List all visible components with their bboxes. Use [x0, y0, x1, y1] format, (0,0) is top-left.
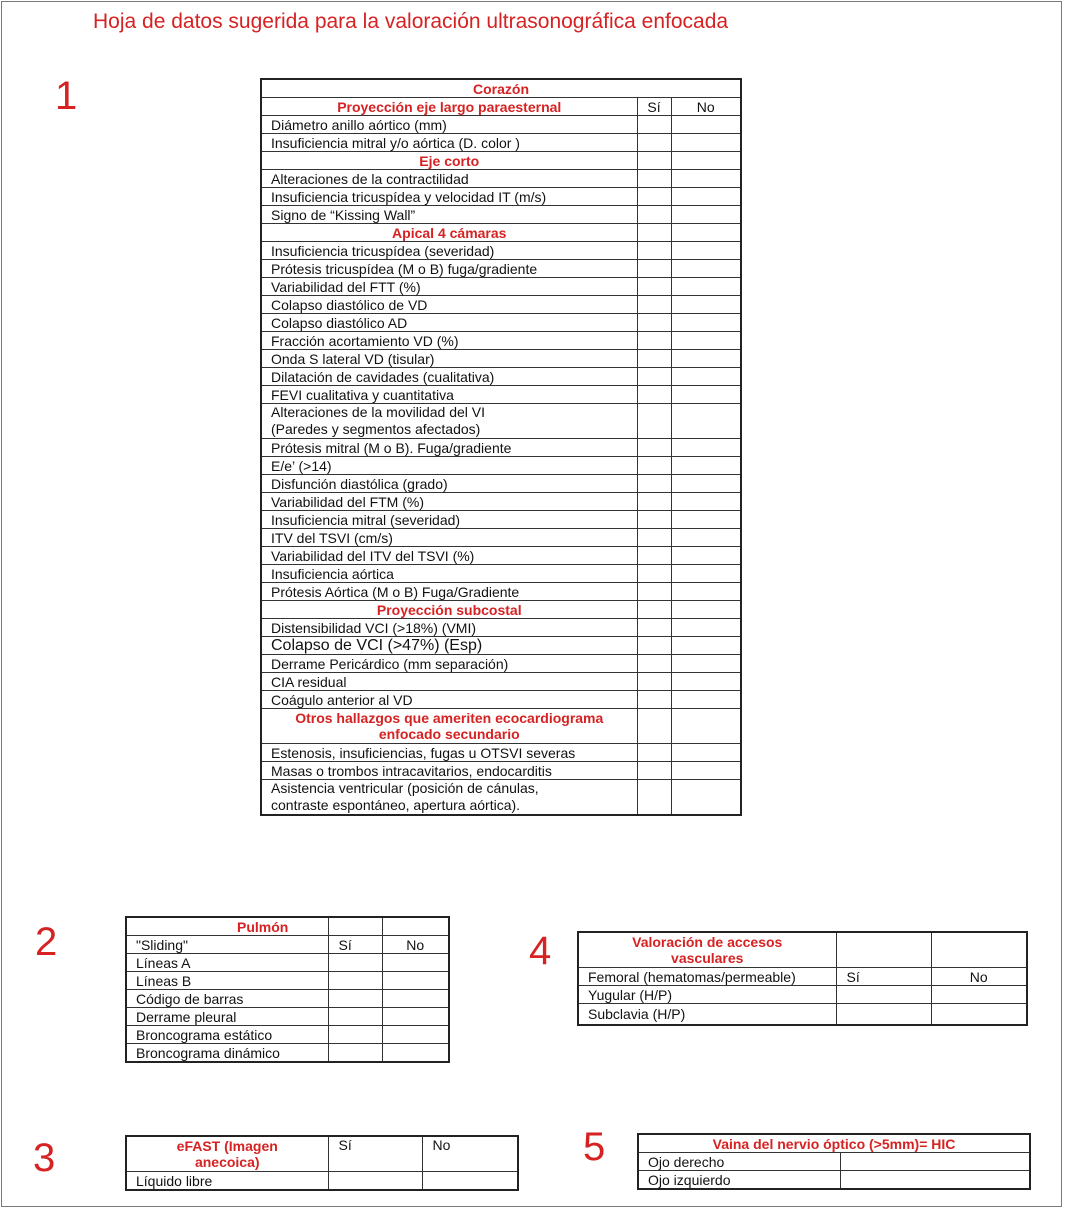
corazon-si-checkbox[interactable] [637, 332, 671, 350]
corazon-subheading-row [261, 152, 741, 170]
pulmon-si-checkbox[interactable] [328, 1008, 382, 1026]
corazon-si-checkbox[interactable] [637, 780, 671, 816]
corazon-si-checkbox[interactable] [637, 547, 671, 565]
corazon-item-label: Derrame Pericárdico (mm separación) [261, 655, 637, 673]
efast-heading-line1: eFAST (Imagen [176, 1138, 278, 1154]
section-number-2: 2 [35, 920, 58, 964]
corazon-si-checkbox[interactable] [637, 619, 671, 637]
corazon-si-checkbox[interactable] [637, 691, 671, 709]
pulmon-si-checkbox[interactable] [328, 1026, 382, 1044]
corazon-no-checkbox[interactable] [671, 619, 741, 637]
accesos-si-checkbox[interactable] [836, 986, 931, 1004]
corazon-no-checkbox[interactable] [671, 691, 741, 709]
accesos-item-label: Yugular (H/P) [578, 986, 836, 1004]
corazon-item-label: Variabilidad del ITV del TSVI (%) [261, 547, 637, 565]
corazon-item-label [261, 404, 637, 439]
table-row [261, 619, 741, 637]
pulmon-si-checkbox[interactable] [328, 972, 382, 990]
corazon-si-checkbox[interactable] [637, 242, 671, 260]
corazon-no-checkbox[interactable] [671, 762, 741, 780]
pulmon-heading: Pulmón [126, 917, 328, 936]
corazon-item-label: Insuficiencia aórtica [261, 565, 637, 583]
table-row [261, 673, 741, 691]
table-row [261, 529, 741, 547]
table-row [126, 1026, 449, 1044]
corazon-no-checkbox[interactable] [671, 439, 741, 457]
efast-heading-line2: anecoica) [194, 1154, 260, 1170]
table-row [126, 954, 449, 972]
accesos-si-checkbox[interactable] [836, 1004, 931, 1026]
table-row [126, 990, 449, 1008]
efast-si-label: Sí [328, 1136, 422, 1172]
corazon-item-label: Signo de “Kissing Wall” [261, 206, 637, 224]
table-row [261, 511, 741, 529]
corazon-si-checkbox[interactable] [637, 583, 671, 601]
corazon-item-label: Disfunción diastólica (grado) [261, 475, 637, 493]
corazon-si-cell[interactable] [637, 224, 671, 242]
nervio-value-field[interactable] [840, 1153, 1030, 1171]
efast-heading-row [126, 1136, 518, 1172]
corazon-no-checkbox[interactable] [671, 547, 741, 565]
table-row [126, 1044, 449, 1063]
corazon-item-label: Estenosis, insuficiencias, fugas u OTSVI severas [261, 744, 637, 762]
nervio-item-label: Ojo derecho [638, 1153, 840, 1171]
corazon-si-checkbox[interactable] [637, 493, 671, 511]
accesos-no-checkbox[interactable] [931, 986, 1027, 1004]
corazon-no-checkbox[interactable] [671, 655, 741, 673]
corazon-si-checkbox[interactable] [637, 188, 671, 206]
corazon-item-label: Alteraciones de la contractilidad [261, 170, 637, 188]
corazon-no-checkbox[interactable] [671, 404, 741, 439]
table-row [261, 691, 741, 709]
corazon-si-checkbox[interactable] [637, 744, 671, 762]
corazon-item-label: Insuficiencia tricuspídea y velocidad IT (m/s) [261, 188, 637, 206]
corazon-no-checkbox[interactable] [671, 475, 741, 493]
corazon-si-checkbox[interactable] [637, 529, 671, 547]
table-row [261, 439, 741, 457]
section-number-1: 1 [55, 74, 78, 118]
corazon-no-checkbox[interactable] [671, 170, 741, 188]
corazon-item-label: Diámetro anillo aórtico (mm) [261, 116, 637, 134]
pulmon-no-checkbox[interactable] [382, 972, 449, 990]
table-row [261, 350, 741, 368]
corazon-no-checkbox[interactable] [671, 637, 741, 655]
corazon-subheading-row [261, 224, 741, 242]
table-row [261, 475, 741, 493]
corazon-item-label: Coágulo anterior al VD [261, 691, 637, 709]
corazon-no-checkbox[interactable] [671, 780, 741, 816]
corazon-si-checkbox[interactable] [637, 134, 671, 152]
pulmon-no-checkbox[interactable] [382, 990, 449, 1008]
corazon-si-checkbox[interactable] [637, 116, 671, 134]
corazon-no-checkbox[interactable] [671, 511, 741, 529]
table-row [261, 368, 741, 386]
table-row [261, 242, 741, 260]
corazon-subheading: Apical 4 cámaras [261, 224, 637, 242]
table-row [261, 583, 741, 601]
corazon-subheading-line2: enfocado secundario [378, 726, 520, 742]
corazon-si-checkbox[interactable] [637, 260, 671, 278]
corazon-heading-row [261, 79, 741, 98]
corazon-si-cell[interactable] [637, 601, 671, 619]
corazon-item-label: Colapso diastólico AD [261, 314, 637, 332]
corazon-si-checkbox[interactable] [637, 404, 671, 439]
corazon-si-checkbox[interactable] [637, 511, 671, 529]
table-row [261, 565, 741, 583]
pulmon-no-checkbox[interactable] [382, 954, 449, 972]
corazon-si-checkbox[interactable] [637, 368, 671, 386]
table-row [261, 493, 741, 511]
corazon-no-checkbox[interactable] [671, 386, 741, 404]
pulmon-table [125, 916, 450, 1063]
corazon-item-label: Insuficiencia mitral y/o aórtica (D. color ) [261, 134, 637, 152]
pulmon-item-label: Líneas A [126, 954, 328, 972]
pulmon-item-label: Código de barras [126, 990, 328, 1008]
corazon-item-line1: Alteraciones de la movilidad del VI [271, 404, 486, 420]
page-title: Hoja de datos sugerida para la valoración ultrasonográfica enfocada [93, 10, 729, 33]
corazon-no-checkbox[interactable] [671, 314, 741, 332]
corazon-no-checkbox[interactable] [671, 278, 741, 296]
table-row [261, 278, 741, 296]
corazon-no-checkbox[interactable] [671, 565, 741, 583]
efast-heading [126, 1136, 328, 1172]
table-row [261, 296, 741, 314]
corazon-item-label: Prótesis tricuspídea (M o B) fuga/gradiente [261, 260, 637, 278]
table-row [261, 744, 741, 762]
corazon-si-checkbox[interactable] [637, 457, 671, 475]
section-number-5: 5 [583, 1125, 606, 1169]
corazon-item-label: E/e’ (>14) [261, 457, 637, 475]
pulmon-si-label: Sí [328, 936, 382, 954]
corazon-no-checkbox[interactable] [671, 296, 741, 314]
corazon-item-label: CIA residual [261, 673, 637, 691]
table-row [578, 968, 1027, 986]
accesos-no-label: No [931, 968, 1027, 986]
pulmon-si-checkbox[interactable] [328, 990, 382, 1008]
corazon-no-cell[interactable] [671, 152, 741, 170]
corazon-no-checkbox[interactable] [671, 744, 741, 762]
efast-table [125, 1135, 519, 1191]
corazon-si-checkbox[interactable] [637, 475, 671, 493]
corazon-item-line1: Asistencia ventricular (posición de cánulas, [271, 780, 539, 796]
table-row [261, 655, 741, 673]
pulmon-no-checkbox[interactable] [382, 1026, 449, 1044]
table-row [261, 188, 741, 206]
section-number-3: 3 [33, 1136, 56, 1180]
corazon-item-label [261, 780, 637, 816]
corazon-subheading-row [261, 709, 741, 744]
corazon-si-checkbox[interactable] [637, 655, 671, 673]
table-row [261, 134, 741, 152]
table-row [261, 457, 741, 475]
accesos-heading-line1: Valoración de accesos [632, 934, 783, 950]
table-row [261, 260, 741, 278]
corazon-no-checkbox[interactable] [671, 260, 741, 278]
table-row [261, 547, 741, 565]
corazon-item-label: Variabilidad del FTT (%) [261, 278, 637, 296]
accesos-item-label: Femoral (hematomas/permeable) [578, 968, 836, 986]
corazon-heading: Corazón [261, 79, 741, 98]
accesos-heading [578, 932, 836, 968]
corazon-si-checkbox[interactable] [637, 439, 671, 457]
corazon-item-label: Distensibilidad VCI (>18%) (VMI) [261, 619, 637, 637]
table-row [261, 762, 741, 780]
nervio-item-label: Ojo izquierdo [638, 1171, 840, 1190]
corazon-si-cell[interactable] [637, 152, 671, 170]
corazon-item-label: Colapso diastólico de VD [261, 296, 637, 314]
corazon-si-checkbox[interactable] [637, 762, 671, 780]
corazon-no-cell[interactable] [671, 224, 741, 242]
corazon-no-checkbox[interactable] [671, 457, 741, 475]
corazon-no-checkbox[interactable] [671, 529, 741, 547]
corazon-item-label: ITV del TSVI (cm/s) [261, 529, 637, 547]
corazon-no-checkbox[interactable] [671, 493, 741, 511]
corazon-si-checkbox[interactable] [637, 314, 671, 332]
pulmon-item-label: Broncograma dinámico [126, 1044, 328, 1063]
corazon-si-checkbox[interactable] [637, 278, 671, 296]
corazon-item-label: Dilatación de cavidades (cualitativa) [261, 368, 637, 386]
corazon-item-label: Prótesis Aórtica (M o B) Fuga/Gradiente [261, 583, 637, 601]
corazon-subheading-row [261, 98, 741, 116]
nervio-value-field[interactable] [840, 1171, 1030, 1190]
corazon-si-checkbox[interactable] [637, 673, 671, 691]
corazon-subheading-row [261, 601, 741, 619]
accesos-no-checkbox[interactable] [931, 1004, 1027, 1026]
corazon-no-checkbox[interactable] [671, 134, 741, 152]
corazon-item-label: Fracción acortamiento VD (%) [261, 332, 637, 350]
corazon-no-checkbox[interactable] [671, 583, 741, 601]
corazon-si-checkbox[interactable] [637, 386, 671, 404]
corazon-si-checkbox[interactable] [637, 170, 671, 188]
efast-no-checkbox[interactable] [422, 1172, 518, 1191]
accesos-heading-line2: vasculares [671, 950, 744, 966]
table-row [126, 972, 449, 990]
table-row [261, 404, 741, 439]
table-row [261, 314, 741, 332]
corazon-no-label: No [671, 98, 741, 116]
corazon-no-checkbox[interactable] [671, 206, 741, 224]
table-row [261, 332, 741, 350]
corazon-no-checkbox[interactable] [671, 188, 741, 206]
pulmon-si-checkbox[interactable] [328, 1044, 382, 1063]
corazon-si-checkbox[interactable] [637, 350, 671, 368]
corazon-no-checkbox[interactable] [671, 242, 741, 260]
corazon-item-label: Variabilidad del FTM (%) [261, 493, 637, 511]
pulmon-item-label: Broncograma estático [126, 1026, 328, 1044]
table-row [126, 1008, 449, 1026]
corazon-si-checkbox[interactable] [637, 206, 671, 224]
section-number-4: 4 [529, 929, 552, 973]
corazon-no-checkbox[interactable] [671, 332, 741, 350]
corazon-item-label: Insuficiencia tricuspídea (severidad) [261, 242, 637, 260]
pulmon-si-checkbox[interactable] [328, 954, 382, 972]
corazon-subheading: Proyección eje largo paraesternal [261, 98, 637, 116]
pulmon-item-label: Líneas B [126, 972, 328, 990]
pulmon-no-label: No [382, 936, 449, 954]
table-row [126, 936, 449, 954]
corazon-si-label: Sí [637, 98, 671, 116]
corazon-item-label: Colapso de VCI (>47%) (Esp) [261, 637, 637, 655]
nervio-table [637, 1133, 1031, 1190]
accesos-table [577, 931, 1028, 1026]
table-row [261, 386, 741, 404]
corazon-si-cell[interactable] [637, 709, 671, 744]
corazon-item-label: Insuficiencia mitral (severidad) [261, 511, 637, 529]
corazon-item-line2: (Paredes y segmentos afectados) [271, 421, 481, 437]
corazon-item-label: FEVI cualitativa y cuantitativa [261, 386, 637, 404]
corazon-si-checkbox[interactable] [637, 565, 671, 583]
table-row [261, 637, 741, 655]
pulmon-heading-row [126, 917, 449, 936]
corazon-item-label: Masas o trombos intracavitarios, endocarditis [261, 762, 637, 780]
table-row [578, 1004, 1027, 1026]
efast-item-label: Líquido libre [126, 1172, 328, 1191]
corazon-subheading [261, 709, 637, 744]
pulmon-item-label: "Sliding" [126, 936, 328, 954]
corazon-no-cell[interactable] [671, 709, 741, 744]
corazon-si-checkbox[interactable] [637, 296, 671, 314]
corazon-no-checkbox[interactable] [671, 116, 741, 134]
accesos-heading-row [578, 932, 1027, 968]
nervio-heading: Vaina del nervio óptico (>5mm)= HIC [638, 1134, 1030, 1153]
corazon-no-checkbox[interactable] [671, 350, 741, 368]
corazon-no-checkbox[interactable] [671, 368, 741, 386]
corazon-no-cell[interactable] [671, 601, 741, 619]
corazon-table [260, 78, 742, 816]
table-row [578, 986, 1027, 1004]
pulmon-no-checkbox[interactable] [382, 1044, 449, 1063]
table-row [261, 170, 741, 188]
corazon-subheading-line1: Otros hallazgos que ameriten ecocardiograma [295, 710, 604, 726]
table-row [261, 780, 741, 816]
efast-si-checkbox[interactable] [328, 1172, 422, 1191]
corazon-item-label: Onda S lateral VD (tisular) [261, 350, 637, 368]
corazon-no-checkbox[interactable] [671, 673, 741, 691]
accesos-si-label: Sí [836, 968, 931, 986]
table-row [638, 1171, 1030, 1190]
table-row [261, 116, 741, 134]
pulmon-no-checkbox[interactable] [382, 1008, 449, 1026]
corazon-subheading: Proyección subcostal [261, 601, 637, 619]
table-row [126, 1172, 518, 1191]
efast-no-label: No [422, 1136, 518, 1172]
table-row [261, 206, 741, 224]
pulmon-item-label: Derrame pleural [126, 1008, 328, 1026]
corazon-item-label: Prótesis mitral (M o B). Fuga/gradiente [261, 439, 637, 457]
accesos-item-label: Subclavia (H/P) [578, 1004, 836, 1026]
table-row [638, 1153, 1030, 1171]
nervio-heading-row [638, 1134, 1030, 1153]
corazon-item-line2: contraste espontáneo, apertura aórtica). [271, 797, 521, 813]
corazon-si-checkbox[interactable] [637, 637, 671, 655]
corazon-subheading: Eje corto [261, 152, 637, 170]
